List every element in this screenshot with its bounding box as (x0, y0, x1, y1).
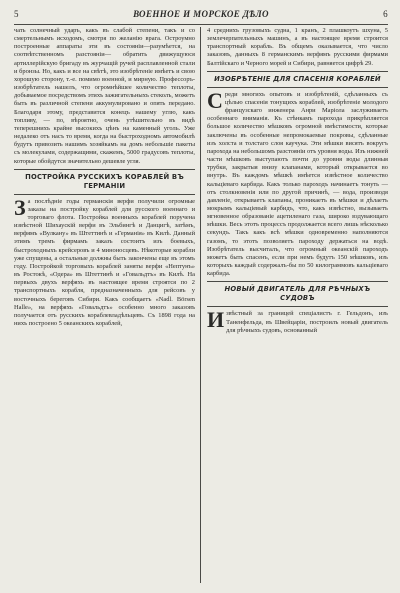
header-rule (14, 24, 388, 25)
drop-cap: И (206, 307, 225, 333)
article-heading-russian-ships: ПОСТРОЙКА РУССКИХЪ КОРАБЛЕЙ ВЪ ГЕРМАНІИ (25, 172, 184, 190)
drop-cap: С (206, 87, 223, 113)
section-rule (207, 281, 388, 282)
page-number-left: 5 (14, 9, 19, 19)
journal-title: ВОЕННОЕ И МОРСКОЕ ДѢЛО (133, 9, 269, 19)
article-body-ship-rescue (206, 87, 388, 279)
article-text: реди многихъ опытовъ и изобрѣтеній, сдѣланныхъ съ цѣлью спасенія тонущихъ кораблей, изобрѣтеніе молодого французскаго инженера Анри Марiола заслуживаетъ особеннаго вниманія. Къ стѣнкамъ парохода прикрѣпляется большое количество мѣшковъ огромной вмѣстимости, которые заключены въ особенные непромокаемые покровы, сдѣланные изъ холста и толстаго слоя каучука. Эти мѣшки висятъ вокругъ парохода на небольшомъ разстояніи отъ уровня воды. Изъ нижней части мѣшковъ выступаютъ почти до уровня воды длинныя трубки, закрытыя внизу клапанами, который открывается во внутрь. Въ каждомъ мѣшкѣ имѣется извѣстное количество кальціеваго карбида. Какъ только пароходъ начинаетъ тонуть — отъ столкновенія или по другой причинѣ, — вода, производя давленіе, открываетъ клапаны, проникаетъ въ мѣшки и дѣлаетъ мокрымъ кальціевый карбидъ, что, какъ извѣстно, вызываетъ мгновенное образованіе ацетиленаго газа, широко вздувающаго мѣшки. Весь этотъ процессъ продолжается всего лишь нѣсколько секундъ. Такъ какъ всѣ мѣшки одновременно наполняются газомъ, то этотъ позволяетъ пароходу держаться на водѣ. Изобрѣтатель высчиталъ, что огромный океанскій пароходъ можетъ быть спасенъ, если при немъ будутъ 150 мѣшковъ, изъ которыхъ каждый содержалъ-бы по 50 килограммовъ кальціеваго карбида. (206, 90, 388, 278)
article-text: звѣстный за границей спеціалистъ г. Гельдонъ, изъ Таненфельда, въ Швейцаріи, построилъ новый двигатель для рѣчныхъ судовъ, основанный (226, 310, 388, 334)
section-rule (207, 87, 388, 88)
article-heading-river-engine: НОВЫЙ ДВИГАТЕЛЬ ДЛЯ РѢЧНЫХЪ СУДОВЪ (224, 285, 371, 303)
drop-cap: З (14, 194, 26, 220)
section-rule (207, 71, 388, 72)
article-body-russian-ships (14, 194, 195, 329)
article-text: а послѣдніе годы германскія верфи получили огромные заказы на постройку кораблей для русского военнаго и торговаго флота. Постройка военныхъ кораблей поручена извѣстной Шихаускій верфи въ Эльбингѣ и Данцигѣ, затѣмъ, верфямъ «Вулкану» въ Штеттинѣ и «Германія» въ Килѣ. Данный этимъ тремъ фирмамъ заказъ состоитъ изъ боевыхъ, быстроходныхъ крейсеровъ и 4 миноносцевъ. Нѣкоторые корабли уже спущены, а остальные должны быть закончены еще въ этомъ году. Постройкой торговыхъ кораблей заняты верфи «Нептунъ» въ Ростокѣ, «Одера» въ Штеттинѣ и «Говальдтъ» въ Килѣ. На первыхъ двухъ верфяхъ въ настоящее время строятся по 2 транспортныхъ корабля, предназначенныхъ для рейсовъ у восточныхъ береговъ Сибири. Какъ сообщаетъ «Nadl. Börsen Halle», на верфяхъ «Говальдтъ» особенно много заказовъ получается отъ русскихъ кораблевладѣльцевъ. Съ 1898 года на нихъ построено 5 океанскихъ кораблей, (14, 197, 195, 327)
two-column-body (14, 27, 388, 583)
column-divider (200, 27, 201, 583)
left-column (14, 27, 199, 583)
section-rule (207, 306, 388, 307)
intro-paragraph-right: 4 среднихъ грузовыхъ судна, 1 кранъ, 2 плашкоутъ шхуна, 5 землечерпательныхъ машинъ, а въ настоящее время строится транспортный корабль. Въ общемъ оказывается, что число заказовъ, данныхъ 8 германскимъ верфямъ русскими фирмами Балтійскаго и Черного морей и Сибири, равняется цифрѣ 29. (206, 27, 388, 67)
intro-paragraph-left: чать солнечный ударъ, какъ въ слабой степени, такъ и со смертельнымъ исходомъ, смотря по желанію врага. Остроумно построенные аппараты эти въ состояніи—разумѣется, на соотвѣтственномъ разстояніи— обратить движущуюся артиллерійскую бригаду въ журчащій ручей расплавленной стали и бронзы. Но, какъ и все на свѣтѣ, это изобрѣтеніе имѣетъ и свою хорошую сторону, т.-е. помимо военной, и мирную. Профессоръ-изобрѣтатель нашелъ, что огромнѣйшее количество теплоты, добываемое посредствомъ этихъ зажигательныхъ стеколъ, можетъ быть въ различной степени аккумулировано и опять передано. Благодаря этому, представится конецъ нашему углю, какъ топливу, — по, вѣроятно, очень утѣшительно въ видѣ теперешнихъ крайне высокихъ цѣнъ на каменный уголь. Уже недалеко отъ насъ то время, когда на быстроходномъ автомобилѣ будутъ привозить нашимъ хозяйкамъ на домъ небольшіе пакеты съ молекулами, содержащими, скажемъ, 5000 градусовъ теплоты, которые обойдутся значительно дешевле угля. (14, 27, 195, 165)
running-header (14, 6, 388, 22)
right-column (202, 27, 388, 583)
article-heading-ship-rescue: ИЗОБРѢТЕНІЕ ДЛЯ СПАСЕНІЯ КОРАБЛЕЙ (214, 74, 381, 83)
page-number-right: 6 (383, 9, 388, 19)
section-rule (14, 194, 195, 195)
article-body-river-engine (206, 307, 388, 334)
section-rule (14, 169, 195, 170)
